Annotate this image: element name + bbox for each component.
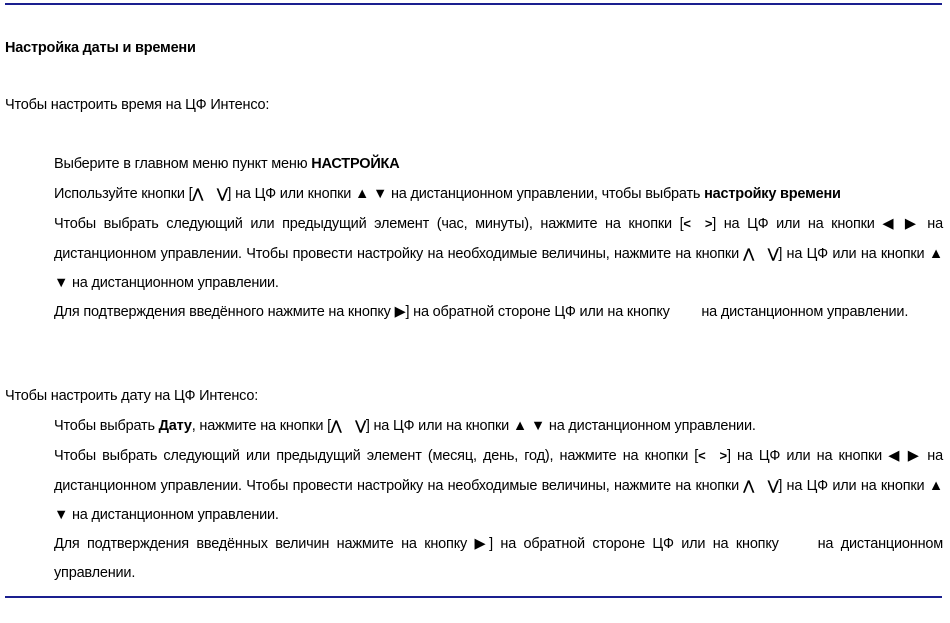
time-step-2 [54, 179, 943, 209]
right-triangle-icon: ▶ [394, 304, 406, 320]
section-heading: Настройка даты и времени [5, 40, 196, 56]
emphasis: настройку времени [704, 186, 841, 202]
text: Чтобы выбрать [54, 418, 159, 434]
left-triangle-icon: ◀ [888, 448, 902, 464]
down-triangle-icon: ▼ [530, 418, 546, 434]
down-chevron-icon: ⋁ [767, 246, 779, 261]
text: Для подтверждения введённого нажмите на кнопку [54, 304, 395, 320]
text: Чтобы выбрать следующий или предыдущий элемент (час, минуты), нажмите на кнопки [ [54, 216, 684, 232]
up-triangle-icon: ▲ [512, 418, 528, 434]
up-triangle-icon: ▲ [928, 246, 943, 262]
text: на дистанционном управлении. [54, 536, 944, 581]
text: на дистанционном управлении. [68, 275, 279, 291]
left-chevron-icon: < [698, 448, 706, 463]
right-chevron-icon: > [719, 448, 727, 463]
text: на дистанционном управлении. [545, 418, 756, 434]
text: на дистанционном управлении. Чтобы провести настройку на необходимые величины, нажмите на кнопки [54, 448, 943, 494]
time-steps [54, 150, 943, 327]
left-chevron-icon: < [683, 216, 691, 231]
down-triangle-icon: ▼ [54, 507, 69, 523]
text: Для подтверждения введённых величин нажмите на кнопку [54, 536, 475, 552]
date-steps [54, 411, 943, 588]
text: ] на обратной стороне ЦФ или на кнопку [405, 304, 674, 320]
text: ] на ЦФ или на кнопки [726, 448, 889, 464]
date-intro: Чтобы настроить дату на ЦФ Интенсо: [5, 388, 259, 404]
text: ] на ЦФ или на кнопки [712, 216, 883, 232]
time-step-4 [54, 298, 943, 327]
right-triangle-icon: ▶ [474, 536, 490, 552]
right-chevron-icon: > [704, 216, 713, 231]
text: на дистанционном управлении, чтобы выбрать [387, 186, 705, 202]
text: , нажмите на кнопки [ [191, 418, 331, 434]
text: ] на ЦФ или кнопки [227, 186, 355, 202]
down-chevron-icon: ⋁ [767, 478, 779, 493]
menu-item-name: НАСТРОЙКА [311, 156, 400, 172]
down-triangle-icon: ▼ [54, 275, 69, 291]
date-step-2 [54, 441, 943, 530]
left-triangle-icon: ◀ [882, 216, 898, 232]
text: Используйте кнопки [ [54, 186, 193, 202]
text: на дистанционном управлении. [68, 507, 279, 523]
bottom-rule [5, 596, 942, 598]
down-triangle-icon: ▼ [372, 186, 388, 202]
down-chevron-icon: ⋁ [355, 418, 366, 433]
right-triangle-icon: ▶ [904, 216, 920, 232]
up-chevron-icon: ⋀ [743, 478, 754, 493]
date-step-1 [54, 411, 943, 441]
emphasis: Дату [158, 418, 192, 434]
right-triangle-icon: ▶ [907, 448, 922, 464]
up-chevron-icon: ⋀ [192, 186, 203, 201]
up-triangle-icon: ▲ [354, 186, 370, 202]
up-triangle-icon: ▲ [928, 478, 943, 494]
text: Чтобы выбрать следующий или предыдущий элемент (месяц, день, год), нажмите на кнопки [ [54, 448, 699, 464]
text: на дистанционном управлении. Чтобы провести настройку на необходимые величины, нажмите на кнопки [54, 216, 943, 262]
down-chevron-icon: ⋁ [216, 186, 228, 201]
text: ] на обратной стороне ЦФ или на кнопку [489, 536, 787, 552]
up-chevron-icon: ⋀ [743, 246, 754, 261]
text: на дистанционном управлении. [697, 304, 909, 320]
time-intro: Чтобы настроить время на ЦФ Интенсо: [5, 97, 270, 113]
text: ] на ЦФ или на кнопки [365, 418, 513, 434]
up-chevron-icon: ⋀ [330, 418, 342, 433]
text: ] на ЦФ или на кнопки [778, 246, 929, 262]
time-step-1 [54, 150, 943, 179]
time-step-3 [54, 209, 943, 298]
text: Выберите в главном меню пункт меню [54, 156, 312, 172]
text: ] на ЦФ или на кнопки [778, 478, 929, 494]
date-step-3 [54, 530, 943, 588]
top-rule [5, 3, 942, 5]
